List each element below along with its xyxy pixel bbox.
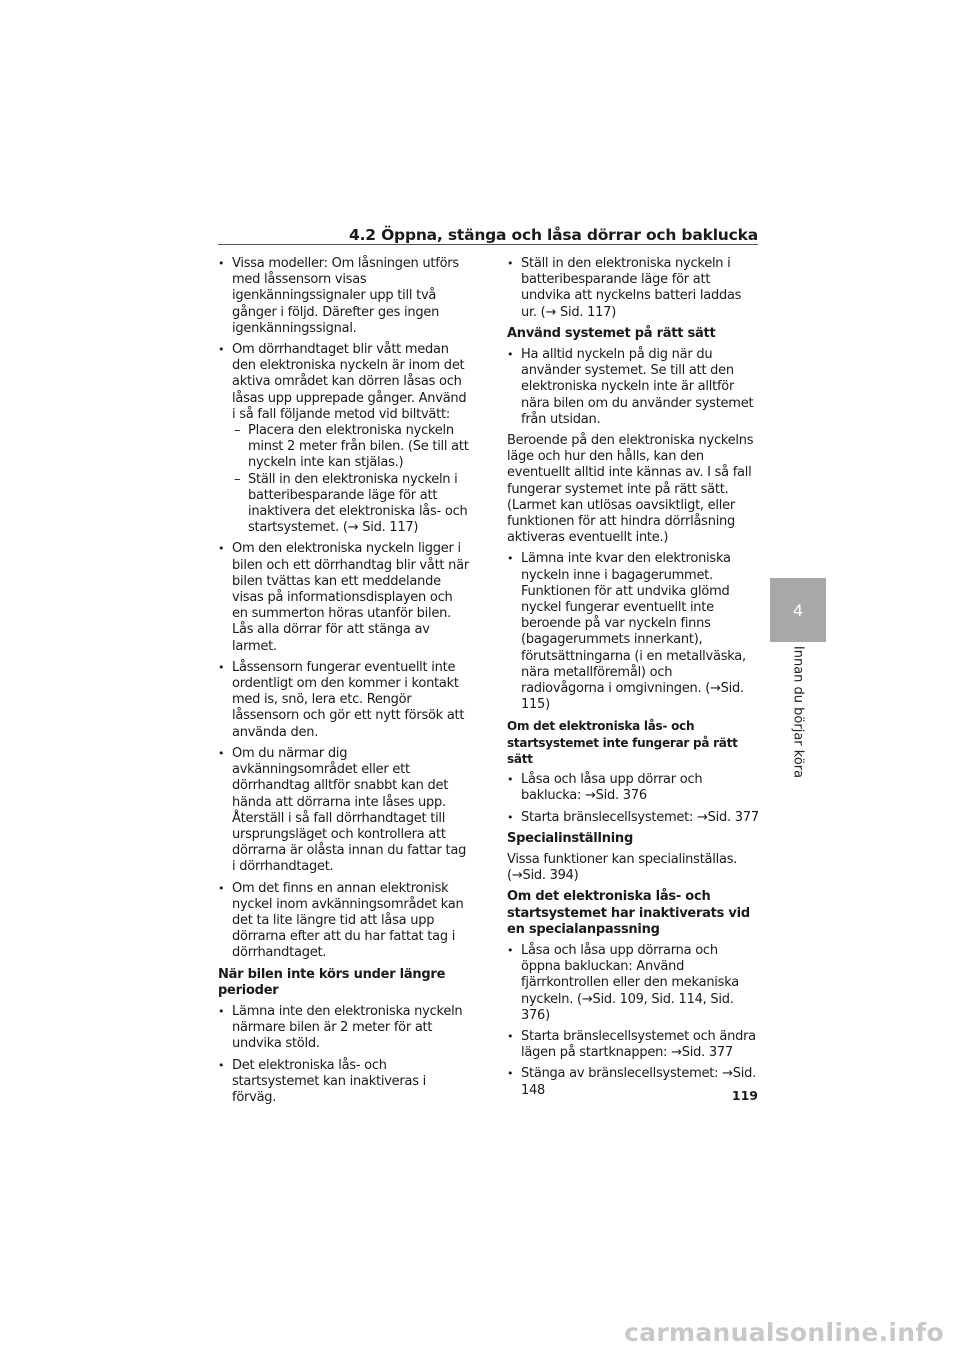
section-heading: Specialinställning (507, 830, 633, 846)
paragraph: Beroende på den elektroniska nyckelns läge och hur den hålls, kan den eventuellt alltid inte kännas av. I så fall fungerar systemet inte på rätt sätt. (Larmet kan utlösas oavsiktligt, eller funktionen för att hindra dörrlåsning aktiveras eventuellt inte.) (507, 433, 754, 546)
list-item: • Låsa och låsa upp dörrar och baklucka: →Sid. 376 (507, 772, 759, 804)
list-item: • Om du närmar dig avkänningsområdet eller ett dörrhandtag alltför snabbt kan det hända att dörrarna inte låses upp. Återställ i så fall dörrhandtaget till ursprungsläget och kontrollera att dörrarna är olåsta innan du fattar tag i dörrhandtaget. (218, 746, 470, 876)
page-number: 119 (731, 1088, 758, 1103)
sub-list-item-text: Ställ in den elektroniska nyckeln i batteribesparande läge för att inaktivera det elektroniska lås- och startsystemet. (→ Sid. 117) (248, 471, 468, 536)
list-item-text: Om dörrhandtaget blir vått medan den elektroniska nyckeln är inom det aktiva området kan dörren låsas och låsas upp upprepade gånger. Använd i så fall följande metod vid biltvätt: (232, 342, 467, 422)
list-item: • Lämna inte kvar den elektroniska nyckeln inne i bagagerummet. Funktionen för att undvika glömd nyckel fungerar eventuellt inte beroende på var nyckeln finns (bagagerummets innerkant), förutsättningarna (i en metallväska, nära metallföremål) och radiovågorna i omgivningen. (→Sid. 115) (507, 551, 759, 713)
sub-list-item: – Placera den elektroniska nyckeln minst 2 meter från bilen. (Se till att nyckeln inte kan stjälas.) (234, 423, 469, 471)
section-heading: Om det elektroniska lås- och startsystemet inte fungerar på rätt sätt (507, 719, 738, 766)
header-rule (218, 244, 758, 245)
sub-list-item: – Ställ in den elektroniska nyckeln i batteribesparande läge för att inaktivera det elektroniska lås- och startsystemet. (→ Sid. 117) (234, 471, 468, 536)
list-item: • Låsa och låsa upp dörrarna och öppna bakluckan: Använd fjärrkontrollen eller den mekaniska nyckeln. (→Sid. 109, Sid. 114, Sid. 376) (507, 943, 759, 1024)
chapter-tab (770, 578, 826, 642)
list-item: • Vissa modeller: Om låsningen utförs med låssensorn visas igenkänningssignaler upp till två gånger i följd. Därefter ges ingen igenkänningssignal. (218, 256, 470, 337)
list-item: • Ställ in den elektroniska nyckeln i batteribesparande läge för att undvika att nyckelns batteri laddas ur. (→ Sid. 117) (507, 256, 759, 321)
section-heading: Om det elektroniska lås- och startsystemet har inaktiverats vid en specialanpassning (507, 889, 750, 937)
paragraph: Vissa funktioner kan specialinställas. (→Sid. 394) (507, 851, 738, 884)
list-item: • Lämna inte den elektroniska nyckeln närmare bilen är 2 meter för att undvika stöld. (218, 1004, 470, 1053)
list-item: • Starta bränslecellsystemet: →Sid. 377 (507, 810, 759, 826)
list-item: • Starta bränslecellsystemet och ändra lägen på startknappen: →Sid. 377 (507, 1029, 759, 1061)
list-item (218, 342, 470, 423)
left-column (218, 256, 470, 1111)
section-heading: Använd systemet på rätt sätt (507, 325, 716, 341)
list-item: • Låssensorn fungerar eventuellt inte ordentligt om den kommer i kontakt med is, snö, lera etc. Rengör låssensorn och gör ett nytt försök att använda den. (218, 660, 470, 741)
chapter-tab-label: Innan du börjar köra (790, 645, 806, 779)
section-heading: När bilen inte körs under längre perioder (218, 966, 446, 998)
list-item: • Stänga av bränslecellsystemet: →Sid. 148 (507, 1066, 759, 1098)
sub-list-item-text: Placera den elektroniska nyckeln minst 2 meter från bilen. (Se till att nyckeln inte kan stjälas.) (248, 423, 469, 471)
watermark: carmanualsonline.info (624, 1318, 944, 1347)
list-item: • Om det finns en annan elektronisk nyckel inom avkänningsområdet kan det ta lite längre tid att låsa upp dörrarna efter att du har fattat tag i dörrhandtaget. (218, 881, 470, 962)
list-item: • Ha alltid nyckeln på dig när du använder systemet. Se till att den elektroniska nyckeln inte är alltför nära bilen om du använder systemet från utsidan. (507, 347, 759, 428)
list-item: • Det elektroniska lås- och startsystemet kan inaktiveras i förväg. (218, 1058, 470, 1107)
chapter-number: 4 (792, 600, 804, 620)
list-item: • Om den elektroniska nyckeln ligger i bilen och ett dörrhandtag blir vått när bilen tvättas kan ett meddelande visas på informationsdisplayen och en summerton höras utanför bilen. Lås alla dörrar för att stänga av larmet. (218, 541, 470, 654)
page-header-title: 4.2 Öppna, stänga och låsa dörrar och baklucka (349, 226, 758, 244)
right-column (507, 256, 759, 1104)
